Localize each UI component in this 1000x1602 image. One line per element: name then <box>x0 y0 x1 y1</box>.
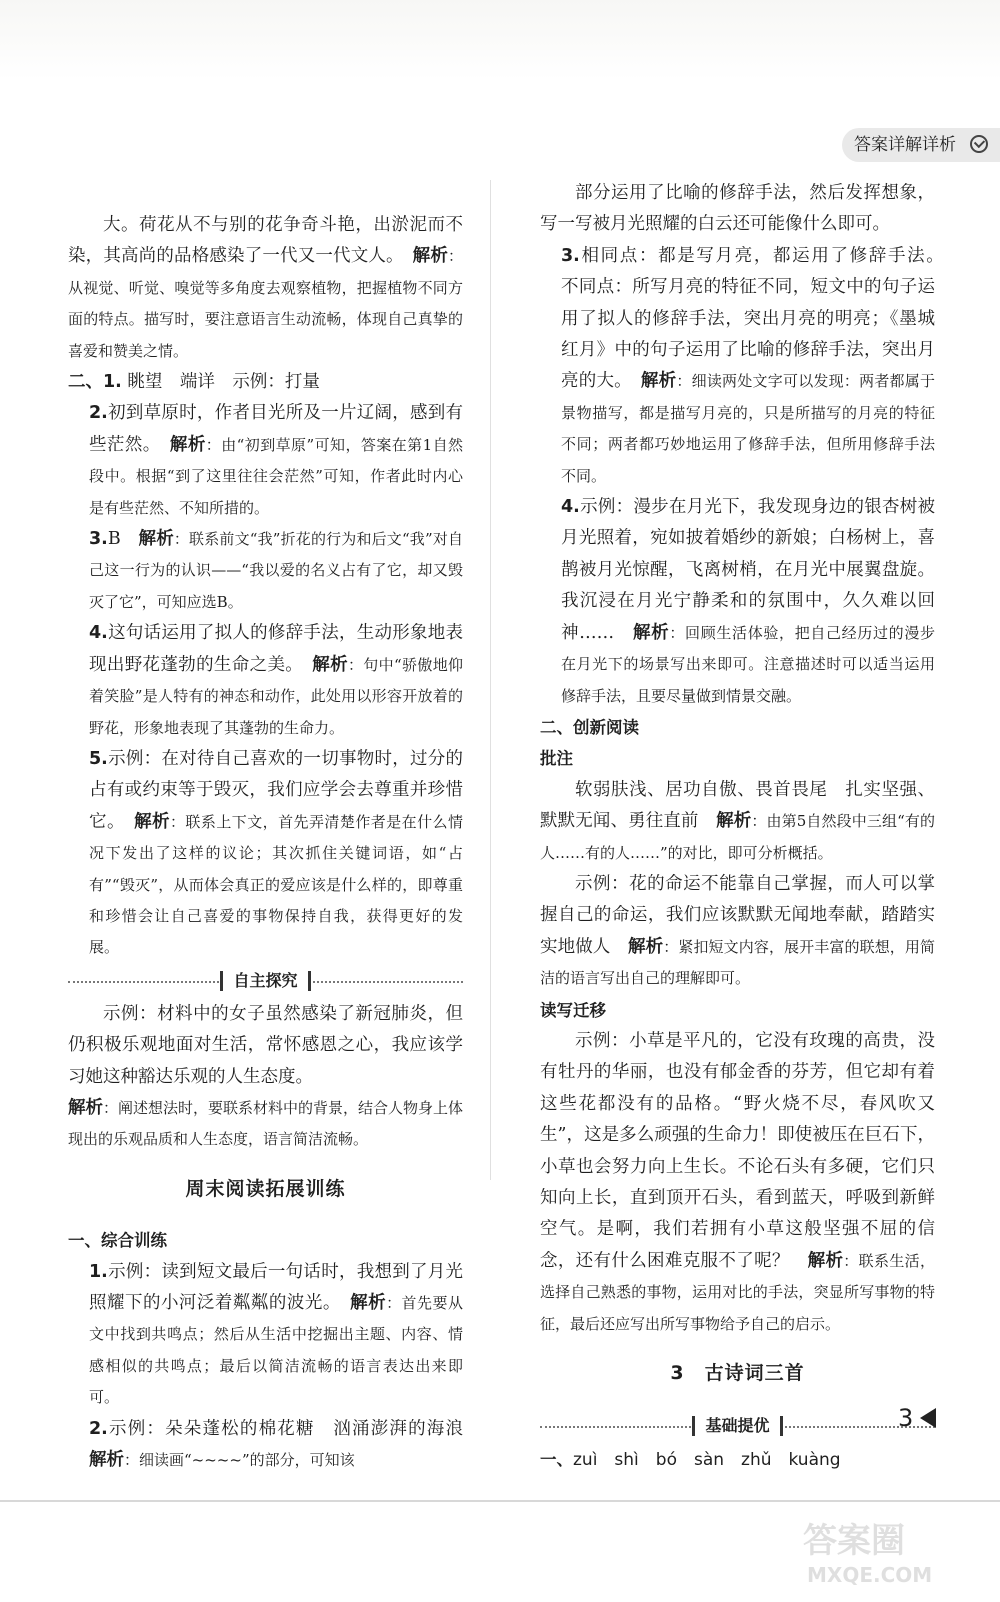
scan-top-margin <box>0 0 1000 80</box>
analysis-text: ：回顾生活体验，把自己经历过的漫步在月光下的场景写出来即可。注意描述时可以适当运用修辞手法，且要尽量做到情景交融。 <box>561 623 936 705</box>
watermark-text-url: MXQE.COM <box>807 1563 933 1587</box>
question-label: 二、1. <box>68 372 122 393</box>
question-label: 3. <box>89 529 108 550</box>
analysis-tag: 解析 <box>89 1450 124 1471</box>
analysis-text: ：紧扣短文内容，展开丰富的联想，用简洁的语言写出自己的理解即可。 <box>540 937 936 988</box>
transfer-answer <box>540 1026 935 1340</box>
question-label: 4. <box>561 497 580 518</box>
left-triangle-icon <box>920 1408 936 1428</box>
header-tab <box>842 128 1000 162</box>
analysis-text: ：细读画“~~~~”的部分，可知该 <box>124 1451 355 1470</box>
analysis-tag: 解析 <box>138 529 174 550</box>
analysis-tag: 解析 <box>312 654 348 675</box>
answer-text: 眺望 端详 示例：打量 <box>127 372 320 393</box>
section-rule-explore <box>68 966 463 997</box>
question-label: 2. <box>89 1418 108 1439</box>
section-rule-basic <box>540 1411 935 1442</box>
analysis-text: ：阐述想法时，要联系材料中的背景，结合人物身上体现出的乐观品质和人生态度，语言简洁流畅。 <box>68 1098 464 1149</box>
question-label: 5. <box>89 748 108 769</box>
watermark-text-main: 答案圈 <box>803 1521 905 1561</box>
question-label: 2. <box>89 403 108 424</box>
explore-answer <box>68 999 463 1093</box>
check-circle-icon <box>970 135 988 153</box>
analysis-tag: 解析 <box>716 811 752 832</box>
annotation-answer-2 <box>540 869 935 995</box>
analysis-tag: 解析 <box>350 1293 387 1313</box>
analysis-text: ：由“初到草原”可知，答案在第1自然段中。根据“到了这里往往会茫然”可知，作者此时内心是有些茫然、不知所措的。 <box>89 435 464 517</box>
answer-text: 相同点：都是写月亮，都运用了修辞手法。 不同点：所写月亮的特征不同，短文中的句子运用了拟人的修辞手法，突出月亮的明亮；《墨城红月》中的句子运用了比喻的修辞手法，突出月亮的大。 <box>561 245 953 392</box>
lesson-title: 3 古诗词三首 <box>670 1362 805 1385</box>
question-2-2 <box>68 398 463 524</box>
answer-text: 示例：朵朵蓬松的棉花糖 汹涌澎湃的海浪 <box>107 1418 463 1439</box>
right-column <box>540 178 953 1477</box>
paragraph-continued <box>540 178 935 241</box>
watermark-logo <box>795 1510 990 1590</box>
weekend-question-2 <box>68 1414 463 1477</box>
analysis-text: ：联系上下文，首先弄清楚作者是在什么情况下发出了这样的议论；其次抓住关键词语，如“占有”“毁灭”，从而体会真正的爱应该是什么样的，即尊重和珍惜会让自己喜爱的事物保持自我，获得更好的发展。 <box>89 812 463 957</box>
section-heading: 二、创新阅读 <box>540 717 639 737</box>
subheading-annotation: 批注 <box>540 749 573 769</box>
section-title: 自主探究 <box>220 971 310 991</box>
analysis-text: ：由第5自然段中三组“有的人……有的人……”的对比，即可分析概括。 <box>540 812 936 862</box>
question-4 <box>540 492 935 712</box>
analysis-text: ：首先要从文中找到共鸣点；然后从生活中挖掘出主题、内容、情感相似的共鸣点；最后以简洁流畅的语言表达出来即可。 <box>89 1294 464 1407</box>
question-label: 1. <box>89 1261 108 1282</box>
pinyin-text: zuì shì bó sàn zhǔ kuàng <box>573 1450 841 1471</box>
question-2-3 <box>68 524 463 618</box>
question-2-5 <box>68 744 463 964</box>
answer-text: 示例：读到短文最后一句话时，我想到了月光照耀下的小河泛着粼粼的波光。 <box>89 1261 463 1313</box>
paragraph-lotus <box>68 210 463 367</box>
analysis-text: ：从视觉、听觉、嗅觉等多角度去观察植物，把握植物不同方面的特点。描写时，要注意语言生动流畅，体现自己真挚的喜爱和赞美之情。 <box>68 247 464 360</box>
answer-text: 初到草原时，作者目光所及一片辽阔，感到有些茫然。 <box>89 403 463 455</box>
analysis-tag: 解析 <box>640 371 677 392</box>
analysis-text: ：联系生活，选择自己熟悉的事物，运用对比的手法，突显所写事物的特征，最后还应写出所写事物给予自己的启示。 <box>540 1251 935 1333</box>
weekend-question-1 <box>68 1257 463 1414</box>
header-tab-label: 答案详解详析 <box>854 135 956 155</box>
answer-text: 这句话运用了拟人的修辞手法，生动形象地表现出野花蓬勃的生命之美。 <box>89 623 463 675</box>
analysis-text: ：联系前文“我”折花的行为和后文“我”对自己这一行为的认识——“我以爱的名义占有了它，却又毁灭了它”，可知应选B。 <box>89 530 463 611</box>
answer-text: 示例：花的命运不能靠自己掌握，而人可以掌握自己的命运，我们应该默默无闻地奉献，踏踏实实地做人 <box>540 873 935 957</box>
explore-analysis <box>68 1093 463 1156</box>
question-label: 3. <box>561 245 580 266</box>
question-label: 4. <box>89 623 108 644</box>
analysis-tag: 解析 <box>412 246 448 267</box>
question-2-1 <box>68 367 463 398</box>
answer-text: 示例：小草是平凡的，它没有玫瑰的高贵，没有牡丹的华丽，也没有郁金香的芬芳，但它却有着这些花都没有的品格。“野火烧不尽，春风吹又生”，这是多么顽强的生命力！即使被压在巨石下，小草也会努力向上生长。不论石头有多硬，它们只知向上长，直到顶开石头，看到蓝天，呼吸到新鲜空气。是啊，我们若拥有小草这般坚强不屈的信念，还有什么困难克服不了呢？ <box>540 1030 935 1271</box>
analysis-tag: 解析 <box>68 1097 103 1118</box>
answer-text: B <box>107 529 121 550</box>
analysis-tag: 解析 <box>134 811 170 832</box>
question-label: 一、 <box>540 1450 573 1470</box>
question-3 <box>540 241 953 492</box>
answer-text: 大。荷花从不与别的花争奇斗艳，出淤泥而不染，其高尚的品格感染了一代又一代文人。 <box>68 215 463 267</box>
section-title: 基础提优 <box>692 1416 782 1436</box>
subheading-transfer: 读写迁移 <box>540 1000 606 1020</box>
answer-text: 示例：材料中的女子虽然感染了新冠肺炎，但仍积极乐观地面对生活，常怀感恩之心，我应该学习她这种豁达乐观的人生态度。 <box>68 1003 463 1087</box>
answer-text: 示例：漫步在月光下，我发现身边的银杏树被月光照着，宛如披着婚纱的新娘；白杨树上，喜鹊被月光惊醒，飞离树梢，在月光中展翼盘旋。我沉浸在月光宁静柔和的氛围中，久久难以回神…… <box>561 497 935 643</box>
answer-text: 软弱肤浅、居功自傲、畏首畏尾 扎实坚强、默默无闻、勇往直前 <box>540 779 935 832</box>
analysis-text: ：细读两处文字可以发现：两者都属于景物描写，都是描写月亮的，只是所描写的月亮的特征不同；两者都巧妙地运用了修辞手法，但所用修辞手法不同。 <box>561 372 936 485</box>
weekend-title: 周末阅读拓展训练 <box>185 1177 346 1200</box>
column-divider <box>490 180 491 1180</box>
page-number: 3 <box>898 1404 914 1432</box>
analysis-tag: 解析 <box>807 1250 844 1271</box>
analysis-tag: 解析 <box>633 622 670 643</box>
analysis-text: ：句中“骄傲地仰着笑脸”是人特有的神态和动作，此处用以形容开放着的野花，形象地表现了其蓬勃的生命力。 <box>89 655 464 737</box>
analysis-tag: 解析 <box>169 434 206 455</box>
answer-text: 部分运用了比喻的修辞手法，然后发挥想象，写一写被月光照耀的白云还可能像什么即可。 <box>540 183 935 235</box>
analysis-tag: 解析 <box>628 936 664 957</box>
annotation-answer-1 <box>540 775 935 869</box>
pinyin-line <box>540 1444 935 1476</box>
question-2-4 <box>68 618 463 744</box>
section-heading: 一、综合训练 <box>68 1231 167 1251</box>
answer-text: 示例：在对待自己喜欢的一切事物时，过分的占有或约束等于毁灭，我们应学会去尊重并珍惜它。 <box>89 748 463 832</box>
left-column <box>68 210 463 1476</box>
